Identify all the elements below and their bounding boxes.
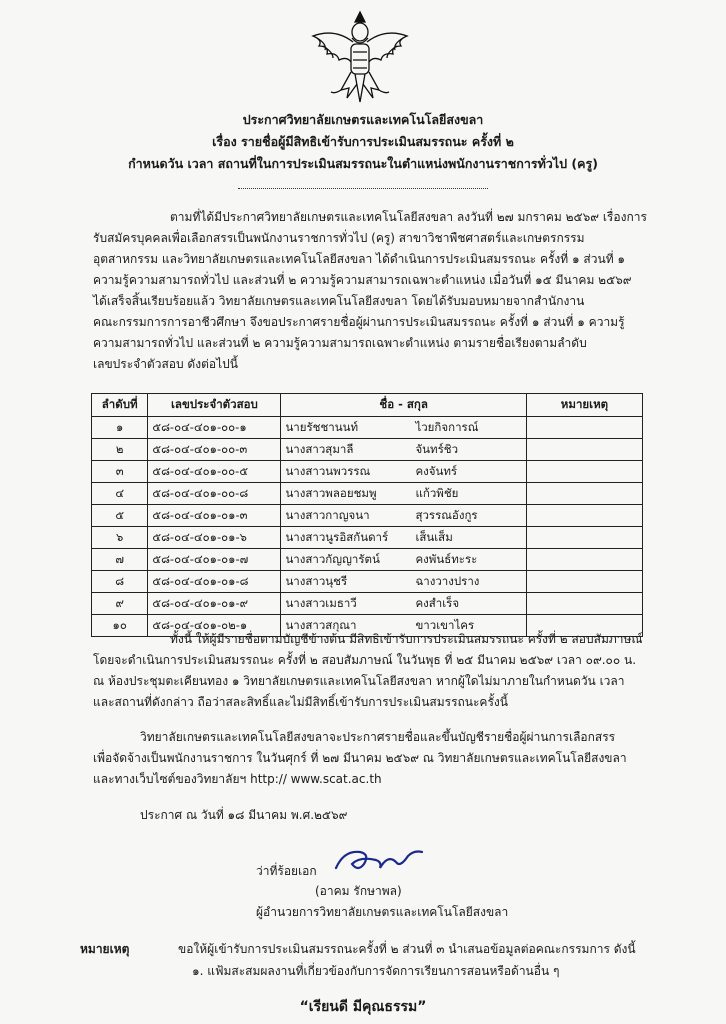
row-last-name: ฉางวางปราง (415, 573, 480, 588)
row-full-name (281, 593, 527, 615)
row-order: ๙ (92, 593, 148, 615)
row-order: ๑ (92, 417, 148, 439)
row-last-name: ขาวเขาไคร (415, 617, 475, 632)
header-exam-id: เลขประจำตัวสอบ (148, 394, 281, 417)
row-first-name: นางสาวสกุณา (285, 617, 357, 632)
remark-item: ๑. แฟ้มสะสมผลงานที่เกี่ยวข้องกับการจัดการเรียนการสอนหรือด้านอื่น ๆ (192, 964, 560, 978)
row-first-name: นางสาวกาญจนา (285, 507, 370, 522)
interview-line: ณ ห้องประชุมตะเคียนทอง ๑ วิทยาลัยเกษตรและเทคโนโลยีสงขลา หากผู้ใดไม่มาภายในกำหนดวัน เวลา (93, 674, 625, 688)
intro-line: อุตสาหกรรม และวิทยาลัยเกษตรและเทคโนโลยีสงขลา ได้ดำเนินการประเมินสมรรถนะ ครั้งที่ ๑ ส่วนที่ ๑ (93, 252, 626, 266)
table-row (92, 527, 643, 549)
row-order: ๕ (92, 505, 148, 527)
row-exam-id: ๕๘-๐๔-๔๐๑-๐๑-๗ (148, 549, 281, 571)
table-row (92, 417, 643, 439)
row-order: ๒ (92, 439, 148, 461)
signer-rank: ว่าที่ร้อยเอก (256, 864, 317, 878)
row-exam-id: ๕๘-๐๔-๔๐๑-๐๐-๑ (148, 417, 281, 439)
row-remark (526, 505, 642, 527)
candidate-table (91, 393, 643, 637)
intro-line: ความรู้ความสามารถทั่วไป และส่วนที่ ๒ ความรู้ความสามารถเฉพาะตำแหน่ง เมื่อวันที่ ๑๕ มีนาคม ๒๕๖๙ (93, 273, 632, 287)
row-full-name (281, 417, 527, 439)
row-first-name: นายรัชชานนท์ (285, 419, 359, 434)
divider-dots (238, 188, 488, 189)
announcement-schedule-title: กำหนดวัน เวลา สถานที่ในการประเมินสมรรถนะในตำแหน่งพนักงานราชการทั่วไป (ครู) (128, 156, 598, 171)
row-first-name: นางสาวกัญญารัตน์ (285, 551, 380, 566)
row-order: ๖ (92, 527, 148, 549)
intro-line: ตามที่ได้มีประกาศวิทยาลัยเกษตรและเทคโนโลยีสงขลา ลงวันที่ ๒๗ มกราคม ๒๕๖๙ เรื่องการ (170, 210, 647, 224)
signer-name: (อาคม รักษาพล) (315, 884, 402, 898)
row-exam-id: ๕๘-๐๔-๔๐๑-๐๑-๖ (148, 527, 281, 549)
header-order: ลำดับที่ (92, 394, 148, 417)
table-row (92, 461, 643, 483)
row-last-name: คงสำเร็จ (415, 595, 460, 610)
row-first-name: นางสาวนพวรรณ (285, 463, 371, 478)
signer-position: ผู้อำนวยการวิทยาลัยเกษตรและเทคโนโลยีสงขลา (256, 905, 509, 919)
row-exam-id: ๕๘-๐๔-๔๐๑-๐๐-๓ (148, 439, 281, 461)
header-remark: หมายเหตุ (526, 394, 642, 417)
row-last-name: สุวรรณอังกูร (415, 507, 478, 522)
header-full-name: ชื่อ - สกุล (281, 394, 527, 417)
row-full-name (281, 527, 527, 549)
interview-line: โดยจะดำเนินการประเมินสมรรถนะ ครั้งที่ ๒ สอบสัมภาษณ์ ในวันพุธ ที่ ๒๕ มีนาคม ๒๕๖๙ เวลา ๐๙.๐๐ น. (93, 653, 637, 667)
table-row (92, 483, 643, 505)
row-first-name: นางสาวสุมาลี (285, 441, 354, 456)
result-line: เพื่อจัดจ้างเป็นพนักงานราชการ ในวันศุกร์ ที่ ๒๗ มีนาคม ๒๕๖๙ ณ วิทยาลัยเกษตรและเทคโนโลยีสงขลา (93, 751, 627, 765)
table-row (92, 549, 643, 571)
intro-line: รับสมัครบุคคลเพื่อเลือกสรรเป็นพนักงานราชการทั่วไป (ครู) สาขาวิชาพืชศาสตร์และเกษตรกรรม (93, 231, 585, 245)
college-slogan: “เรียนดี มีคุณธรรม” (299, 999, 427, 1015)
row-remark (526, 549, 642, 571)
announce-date: ประกาศ ณ วันที่ ๑๘ มีนาคม พ.ศ.๒๕๖๙ (140, 808, 348, 822)
result-line: วิทยาลัยเกษตรและเทคโนโลยีสงขลาจะประกาศรายชื่อและขึ้นบัญชีรายชื่อผู้ผ่านการเลือกสรร (140, 730, 616, 744)
row-remark (526, 417, 642, 439)
row-remark (526, 571, 642, 593)
row-exam-id: ๕๘-๐๔-๔๐๑-๐๑-๘ (148, 571, 281, 593)
row-order: ๘ (92, 571, 148, 593)
row-remark (526, 461, 642, 483)
row-remark (526, 483, 642, 505)
row-order: ๗ (92, 549, 148, 571)
row-last-name: คงจันทร์ (415, 463, 458, 478)
row-last-name: แก้วพิชัย (415, 485, 459, 500)
row-exam-id: ๕๘-๐๔-๔๐๑-๐๑-๓ (148, 505, 281, 527)
row-last-name: ไวยกิจการณ์ (415, 419, 479, 434)
row-order: ๔ (92, 483, 148, 505)
garuda-emblem-icon (305, 8, 415, 106)
row-full-name (281, 483, 527, 505)
row-last-name: จันทร์ชิว (415, 441, 459, 456)
table-row (92, 593, 643, 615)
row-remark (526, 439, 642, 461)
row-remark (526, 527, 642, 549)
row-remark (526, 593, 642, 615)
announcement-subject: เรื่อง รายชื่อผู้มีสิทธิเข้ารับการประเมินสมรรถนะ ครั้งที่ ๒ (212, 134, 514, 149)
table-row (92, 571, 643, 593)
announcement-title: ประกาศวิทยาลัยเกษตรและเทคโนโลยีสงขลา (242, 112, 484, 127)
table-row (92, 505, 643, 527)
row-first-name: นางสาวนูรอิสกันดาร์ (285, 529, 389, 544)
table-row (92, 439, 643, 461)
row-full-name (281, 571, 527, 593)
row-order: ๑๐ (92, 615, 148, 637)
result-line: และทางเว็บไซต์ของวิทยาลัยฯ http:// www.scat.ac.th (93, 772, 382, 786)
interview-line: ทั้งนี้ ให้ผู้มีรายชื่อตามบัญชีข้างต้น มีสิทธิเข้ารับการประเมินสมรรถนะ ครั้งที่ ๒ สอบสัมภาษณ์ (170, 632, 643, 646)
intro-line: คณะกรรมการการอาชีวศึกษา จึงขอประกาศรายชื่อผู้ผ่านการประเมินสมรรถนะ ครั้งที่ ๑ ส่วนที่ ๑ ความรู้ (93, 315, 625, 329)
row-exam-id: ๕๘-๐๔-๔๐๑-๐๑-๙ (148, 593, 281, 615)
intro-line: ความสามารถทั่วไป และส่วนที่ ๒ ความรู้ความสามารถเฉพาะตำแหน่ง ตามรายชื่อเรียงตามลำดับ (93, 336, 587, 350)
row-last-name: คงพันธ์ทะระ (415, 551, 478, 566)
row-exam-id: ๕๘-๐๔-๔๐๑-๐๒-๑ (148, 615, 281, 637)
row-full-name (281, 549, 527, 571)
row-first-name: นางสาวนุชรี (285, 573, 348, 588)
row-full-name (281, 505, 527, 527)
row-first-name: นางสาวเมธาวี (285, 595, 357, 610)
remark-label: หมายเหตุ (80, 942, 130, 956)
row-full-name (281, 461, 527, 483)
intro-line: ได้เสร็จสิ้นเรียบร้อยแล้ว วิทยาลัยเกษตรและเทคโนโลยีสงขลา โดยได้รับมอบหมายจากสำนักงาน (93, 294, 585, 308)
table-header-row (92, 394, 643, 417)
interview-line: และสถานที่ดังกล่าว ถือว่าสละสิทธิ์และไม่มีสิทธิ์เข้ารับการประเมินสมรรถนะครั้งนี้ (93, 695, 508, 709)
row-first-name: นางสาวพลอยชมพู (285, 485, 377, 500)
intro-line: เลขประจำตัวสอบ ดังต่อไปนี้ (93, 357, 238, 371)
row-exam-id: ๕๘-๐๔-๔๐๑-๐๐-๕ (148, 461, 281, 483)
row-exam-id: ๕๘-๐๔-๔๐๑-๐๐-๘ (148, 483, 281, 505)
row-full-name (281, 439, 527, 461)
row-order: ๓ (92, 461, 148, 483)
signature-icon (330, 842, 428, 876)
row-last-name: เส็นเส็ม (415, 529, 453, 544)
remark-line: ขอให้ผู้เข้ารับการประเมินสมรรถนะครั้งที่ ๒ ส่วนที่ ๓ นำเสนอข้อมูลต่อคณะกรรมการ ดังนี้ (178, 942, 636, 956)
